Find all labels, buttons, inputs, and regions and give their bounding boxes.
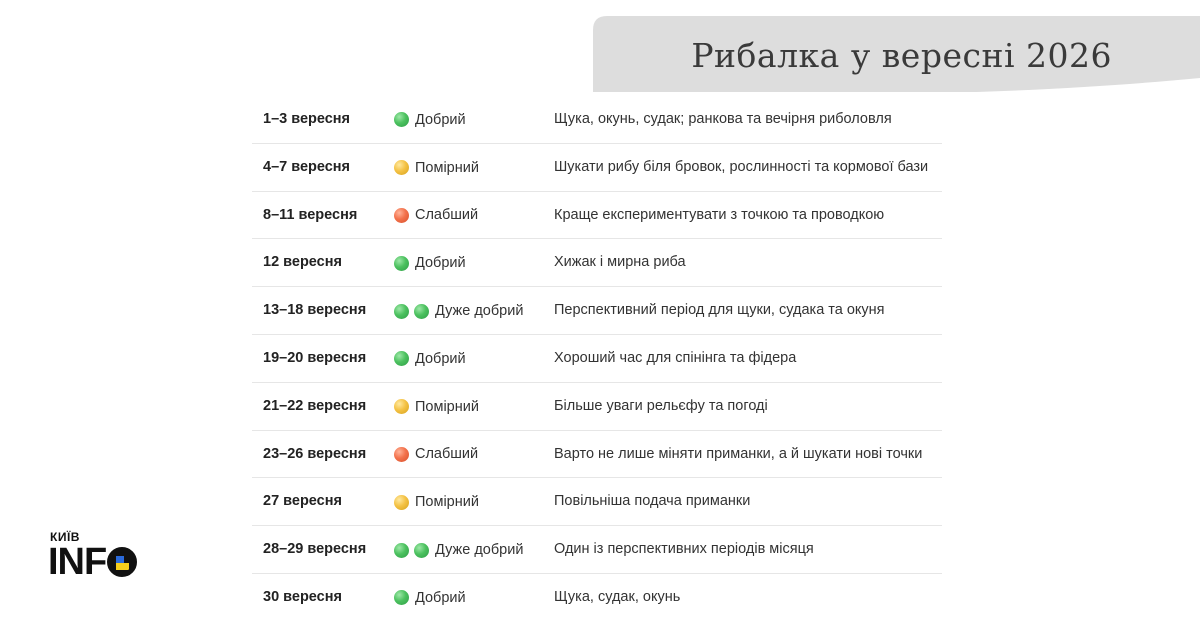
table-row: [252, 335, 942, 383]
rating-label: Добрий: [415, 255, 466, 272]
table-row: [252, 574, 942, 622]
note-cell: Краще експериментувати з точкою та проводкою: [554, 206, 885, 223]
rating-cell: [394, 192, 478, 240]
table-row: [252, 431, 942, 479]
date-cell: 13–18 вересня: [263, 302, 367, 319]
rating-dots: [394, 495, 409, 510]
note-cell: Один із перспективних періодів місяця: [554, 541, 814, 558]
orange-circle-icon: [394, 447, 409, 462]
date-cell: 21–22 вересня: [263, 397, 367, 414]
rating-dots: [394, 543, 429, 558]
rating-dots: [394, 304, 429, 319]
green-circle-icon: [394, 543, 409, 558]
yellow-circle-icon: [394, 399, 409, 414]
table-row: [252, 383, 942, 431]
table-row: [252, 144, 942, 192]
page-title: Рибалка у вересні 2026: [691, 36, 1112, 75]
rating-label: Помірний: [415, 159, 479, 176]
green-circle-icon: [394, 112, 409, 127]
note-cell: Більше уваги рельєфу та погоді: [554, 397, 768, 414]
green-circle-icon: [394, 256, 409, 271]
rating-cell: [394, 144, 479, 192]
note-cell: Перспективний період для щуки, судака та окуня: [554, 302, 885, 319]
rating-label: Помірний: [415, 494, 479, 511]
green-circle-icon: [414, 543, 429, 558]
date-cell: 19–20 вересня: [263, 349, 367, 366]
rating-cell: [394, 431, 478, 479]
logo-main-prefix: INF: [48, 541, 107, 583]
green-circle-icon: [414, 304, 429, 319]
orange-circle-icon: [394, 208, 409, 223]
rating-dots: [394, 399, 409, 414]
green-circle-icon: [394, 590, 409, 605]
rating-cell: [394, 574, 466, 622]
rating-label: Дуже добрий: [435, 542, 524, 559]
rating-cell: [394, 335, 466, 383]
rating-label: Дуже добрий: [435, 303, 524, 320]
note-cell: Варто не лише міняти приманки, а й шукати нові точки: [554, 445, 923, 462]
rating-dots: [394, 160, 409, 175]
table-row: [252, 239, 942, 287]
date-cell: 12 вересня: [263, 254, 342, 271]
note-cell: Хижак і мирна риба: [554, 254, 686, 271]
table-row: [252, 526, 942, 574]
table-row: [252, 478, 942, 526]
rating-label: Слабший: [415, 207, 479, 224]
table-row: [252, 192, 942, 240]
rating-dots: [394, 208, 409, 223]
fishing-forecast-table: [252, 96, 942, 622]
rating-label: Слабший: [415, 446, 479, 463]
table-row: [252, 287, 942, 335]
date-cell: 4–7 вересня: [263, 158, 351, 175]
rating-cell: [394, 287, 523, 335]
rating-cell: [394, 478, 479, 526]
date-cell: 8–11 вересня: [263, 206, 358, 223]
date-cell: 30 вересня: [263, 588, 342, 605]
kyiv-info-logo: [24, 518, 162, 596]
note-cell: Щука, окунь, судак; ранкова та вечірня риболовля: [554, 111, 892, 127]
rating-label: Добрий: [415, 589, 466, 606]
title-banner: [593, 16, 1200, 92]
rating-dots: [394, 256, 409, 271]
logo-main-text: [48, 540, 137, 584]
rating-cell: [394, 526, 523, 574]
note-cell: Повільніша подача приманки: [554, 493, 751, 510]
table-row: [252, 96, 942, 144]
yellow-circle-icon: [394, 160, 409, 175]
yellow-circle-icon: [394, 495, 409, 510]
rating-dots: [394, 112, 409, 127]
date-cell: 1–3 вересня: [263, 111, 351, 127]
note-cell: Шукати рибу біля бровок, рослинності та кормової бази: [554, 158, 929, 175]
rating-label: Добрий: [415, 111, 466, 128]
date-cell: 23–26 вересня: [263, 445, 367, 462]
rating-cell: [394, 383, 479, 431]
note-cell: Щука, судак, окунь: [554, 588, 681, 605]
rating-label: Добрий: [415, 350, 466, 367]
rating-cell: [394, 239, 466, 287]
rating-dots: [394, 590, 409, 605]
rating-dots: [394, 447, 409, 462]
logo-top-text: КИЇВ: [50, 530, 80, 544]
note-cell: Хороший час для спінінга та фідера: [554, 349, 797, 366]
green-circle-icon: [394, 351, 409, 366]
logo-o-icon: [107, 547, 137, 577]
date-cell: 27 вересня: [263, 493, 342, 510]
date-cell: 28–29 вересня: [263, 541, 367, 558]
rating-dots: [394, 351, 409, 366]
rating-cell: [394, 96, 466, 144]
rating-label: Помірний: [415, 398, 479, 415]
green-circle-icon: [394, 304, 409, 319]
